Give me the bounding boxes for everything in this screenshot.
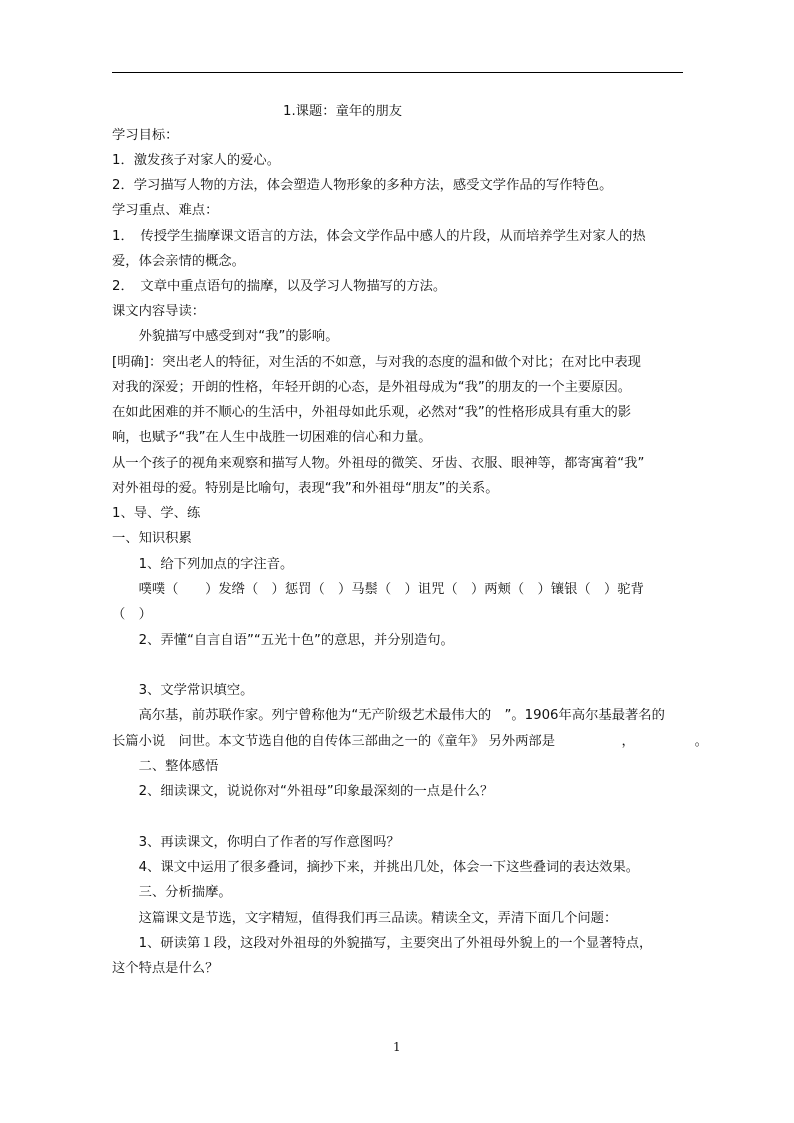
section-heading-guide: 课文内容导读： bbox=[112, 304, 206, 319]
section-overall: 二、整体感悟 bbox=[112, 759, 219, 774]
header-rule bbox=[112, 72, 683, 73]
key-point-1-cont: 爱，体会亲情的概念。 bbox=[112, 254, 245, 269]
analysis-question-1: 1、研读第１段，这段对外祖母的外貌描写，主要突出了外祖母外貌上的一个显著特点， bbox=[112, 936, 653, 951]
key-point-2: 2． 文章中重点语句的揣摩，以及学习人物描写的方法。 bbox=[112, 279, 447, 294]
section-guide-learn-practice: 1、导、学、练 bbox=[112, 506, 201, 521]
analysis-question-1-cont: 这个特点是什么？ bbox=[112, 961, 219, 976]
guide-line-1: 外貌描写中感受到对“我”的影响。 bbox=[112, 329, 339, 344]
question-reduplication: 4、课文中运用了很多叠词，摘抄下来，并挑出几处，体会一下这些叠词的表达效果。 bbox=[112, 860, 640, 875]
section-analysis: 三、分析揣摩。 bbox=[112, 885, 232, 900]
section-heading-key-points: 学习重点、难点： bbox=[112, 203, 219, 218]
question-idioms: 2、弄懂“自言自语”“五光十色”的意思，并分别造句。 bbox=[112, 633, 454, 648]
goal-item-1: 1．激发孩子对家人的爱心。 bbox=[112, 153, 281, 168]
section-knowledge: 一、知识积累 bbox=[112, 531, 192, 546]
clarify-line-2: 对我的深爱；开朗的性格，年轻开朗的心态，是外祖母成为“我”的朋友的一个主要原因。 bbox=[112, 380, 632, 395]
pinyin-blanks-cont: （ ） bbox=[112, 607, 152, 622]
perspective-line-1: 从一个孩子的视角来观察和描写人物。外祖母的微笑、牙齿、衣服、眼神等，都寄寓着“我” bbox=[112, 456, 645, 471]
question-literature: 3、文学常识填空。 bbox=[112, 683, 254, 698]
literature-line-2: 长篇小说 问世。本文节选自他的自传体三部曲之一的《童年》 另外两部是 ， 。 bbox=[112, 734, 708, 749]
pinyin-blanks-line: 噗噗（ ）发绺（ ）惩罚（ ）马鬃（ ）诅咒（ ）两颊（ ）镶银（ ）驼背 bbox=[112, 582, 644, 597]
clarify-line-1: [明确]：突出老人的特征，对生活的不如意，与对我的态度的温和做个对比；在对比中表现 bbox=[112, 355, 641, 370]
question-pinyin: 1、给下列加点的字注音。 bbox=[112, 557, 294, 572]
goal-item-2: 2．学习描写人物的方法，体会塑造人物形象的多种方法，感受文学作品的写作特色。 bbox=[112, 178, 613, 193]
literature-line-1: 高尔基，前苏联作家。列宁曾称他为“无产阶级艺术最伟大的 ”。1906年高尔基最著名的 bbox=[112, 708, 665, 723]
page-number: 1 bbox=[393, 1040, 401, 1054]
lesson-title: 1.课题：童年的朋友 bbox=[283, 104, 403, 119]
key-point-1: 1． 传授学生揣摩课文语言的方法，体会文学作品中感人的片段，从而培养学生对家人的热 bbox=[112, 229, 646, 244]
clarify-line-3: 在如此困难的并不顺心的生活中，外祖母如此乐观，必然对“我”的性格形成具有重大的影 bbox=[112, 405, 632, 420]
analysis-intro: 这篇课文是节选，文字精短，值得我们再三品读。精读全文，弄清下面几个问题： bbox=[112, 911, 618, 926]
question-intent: 3、再读课文，你明白了作者的写作意图吗？ bbox=[112, 835, 400, 850]
perspective-line-2: 对外祖母的爱。特别是比喻句，表现“我”和外祖母“朋友”的关系。 bbox=[112, 481, 499, 496]
question-impression: 2、细读课文，说说你对“外祖母”印象最深刻的一点是什么？ bbox=[112, 784, 494, 799]
clarify-line-4: 响，也赋予“我”在人生中战胜一切困难的信心和力量。 bbox=[112, 430, 432, 445]
section-heading-goals: 学习目标： bbox=[112, 128, 179, 143]
